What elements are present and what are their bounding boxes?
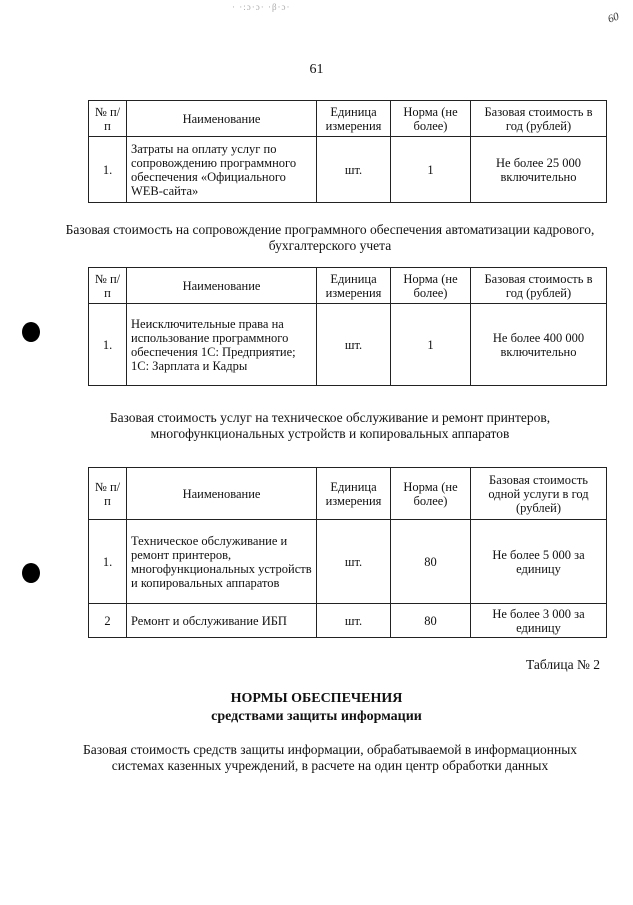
- header-num: № п/п: [89, 101, 127, 137]
- header-norm: Норма (не более): [391, 468, 471, 520]
- cell-cost: Не более 5 000 за единицу: [471, 520, 607, 604]
- cell-cost: Не более 3 000 за единицу: [471, 604, 607, 638]
- cell-num: 1.: [89, 137, 127, 203]
- header-norm: Норма (не более): [391, 268, 471, 304]
- header-cost: Базовая стоимость в год (рублей): [471, 101, 607, 137]
- cell-norm: 1: [391, 304, 471, 386]
- caption-printer-maintenance: Базовая стоимость услуг на техническое обслуживание и ремонт принтеров, многофункциональных устройств и копировальных аппаратов: [109, 410, 551, 441]
- corner-mark: 60: [606, 10, 621, 26]
- table-row: [89, 604, 607, 638]
- table-row: [89, 137, 607, 203]
- cell-norm: 80: [391, 604, 471, 638]
- cell-num: 1.: [89, 304, 127, 386]
- section-heading: НОРМЫ ОБЕСПЕЧЕНИЯ: [230, 691, 403, 706]
- header-name: Наименование: [127, 268, 317, 304]
- punch-hole-icon: [22, 322, 40, 342]
- caption-accounting-software: Базовая стоимость на сопровождение программного обеспечения автоматизации кадрового, бухгалтерского учета: [65, 222, 595, 253]
- page-number: 61: [309, 62, 324, 77]
- header-cost: Базовая стоимость одной услуги в год (рублей): [471, 468, 607, 520]
- header-name: Наименование: [127, 468, 317, 520]
- table-printer-maintenance: [88, 467, 607, 638]
- header-norm: Норма (не более): [391, 101, 471, 137]
- cell-unit: шт.: [317, 137, 391, 203]
- table-web-site-support: [88, 100, 607, 203]
- header-num: № п/п: [89, 268, 127, 304]
- header-unit: Единица измерения: [317, 101, 391, 137]
- punch-hole-icon: [22, 563, 40, 583]
- cell-norm: 1: [391, 137, 471, 203]
- cell-name: Затраты на оплату услуг по сопровождению программного обеспечения «Официального WEB-сайта»: [127, 137, 317, 203]
- cell-unit: шт.: [317, 304, 391, 386]
- cell-num: 1.: [89, 520, 127, 604]
- caption-info-security: Базовая стоимость средств защиты информации, обрабатываемой в информационных системах казенных учреждений, в расчете на один центр обработки данных: [82, 742, 578, 773]
- cell-name: Ремонт и обслуживание ИБП: [127, 604, 317, 638]
- header-cost: Базовая стоимость в год (рублей): [471, 268, 607, 304]
- cell-name: Неисключительные права на использование программного обеспечения 1С: Предприятие; 1С: Зарплата и Кадры: [127, 304, 317, 386]
- cell-cost: Не более 25 000 включительно: [471, 137, 607, 203]
- cell-name: Техническое обслуживание и ремонт принтеров, многофункциональных устройств и копировальных аппаратов: [127, 520, 317, 604]
- scan-artifact: · ·:ɔ·ɔ· ·β·ɔ·: [232, 2, 291, 12]
- table-number-label: Таблица № 2: [526, 657, 600, 672]
- header-name: Наименование: [127, 101, 317, 137]
- table-row: [89, 520, 607, 604]
- header-unit: Единица измерения: [317, 268, 391, 304]
- cell-num: 2: [89, 604, 127, 638]
- cell-unit: шт.: [317, 520, 391, 604]
- header-num: № п/п: [89, 468, 127, 520]
- cell-cost: Не более 400 000 включительно: [471, 304, 607, 386]
- cell-norm: 80: [391, 520, 471, 604]
- table-row: [89, 304, 607, 386]
- cell-unit: шт.: [317, 604, 391, 638]
- header-unit: Единица измерения: [317, 468, 391, 520]
- section-subheading: средствами защиты информации: [211, 709, 422, 724]
- table-accounting-software: [88, 267, 607, 386]
